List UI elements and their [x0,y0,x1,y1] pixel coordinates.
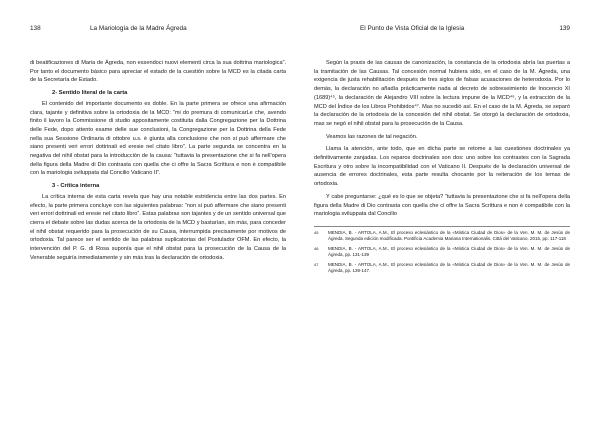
footnote-text: MENDIA, B. - ARTOLA, A.M., El proceso eclesiástico de la «Mística Ciudad de Dios» de la Ven. M. M. de Jesús de Ágreda, pp. 131-139 [328,245,570,258]
left-running-header [30,25,286,39]
right-paragraph-1: Según la praxis de las causas de canonización, la constancia de la ortodoxia abría las puertas a la tramitación de las Causas. Tal concesión normal hubiera sido, en el caso de la M. Ágreda, una exigencia de justa rehabilitación después de tres siglos de falsas acusaciones de heterodoxia. Por lo demás, la declaración no añadía prácticamente nada al decreto de sobreseimiento de Inocencio XI (1689)⁴⁵, la declaración de Alejandro VIII sobre la lectura impune de la MCD⁴⁶, y la extracción de la MCD del Índice de los Libros Prohibidos⁴⁷. Mas no sucedió así. En el caso de la M. Ágreda, se separó la declaración de la ortodoxia de la concesión del nihil obstat. Se otorgó la declaración de ortodoxia, mas se negó el nihil obstat para la prosecución de la Causa. [314,60,570,127]
right-paragraph-2: Veamos las razones de tal negación. [326,133,418,140]
footnote-number: 47 [314,261,319,267]
footnote-text: MENDIA, B. - ARTOLA, A.M., El proceso eclesiástico de la «Mística Ciudad de Dios» de la Ven. M. M. de Jesús de Ágreda, pp. 139-147. [328,261,570,274]
heading-critica-interna: 3 - Crítica interna [52,183,100,190]
footnote-45 [314,230,570,243]
footnote-47 [314,262,570,275]
left-paragraph-1: di beatificaziones di Maria de Ágreda, non essendoci nuovi elementi circa la sua dottrina mariologica”. Por tanto el documento básico para apreciar el estado de la cuestión sobre la MCD es la citada carta de la Secretaría de Estado. [30,60,286,84]
footnote-number: 46 [314,245,319,251]
right-running-title: El Punto de Vista Oficial de la Iglesia [360,25,465,32]
right-page [300,0,600,423]
left-paragraph-2: El contenido del importante documento es doble. En la parte primera se ofrece una afirmación clara, tajante y definitiva sobre la ortodoxia de la MCD: “mi do premura di comunicarLe che, avendo finito il lavoro la Commissione di studio appositamente costituita dalla Congregazione per la Dottrina delle Fede, dopo attento esame delle sue conclusioni, la Congregazione per la Dottrina della Fede nella sua Sessione Ordinaria di ottobre u.s. è giunta alla conclusione che non si può affermare che siano presenti veri errori dottrinali ed eresie nel citato libro”. La parte segunda se concentra en la negativa del nihil obstat para la introducción de la causa: “tuttavia la presentazione che si fa nell’opera della figura della Madre di Dio contrasta con quella che ci offre la Sacra Scrittura e non è compatibile con la mariologia sviluppata dal Concilio Vaticano II”. [30,100,286,177]
left-page-number: 138 [30,25,41,32]
right-running-header [314,25,570,39]
footnote-text: MENDIA, B. - ARTOLA, A.M., El proceso eclesiástico de la «Mística Ciudad de Dios» de la Ven. M. M. de Jesús de Ágreda. Segunda edición modificada. Pontificia Academia Mariana Internationalis. Città del Vaticano. 2015, pp. 117-118 [328,229,570,242]
right-body [314,59,570,219]
footnote-number: 45 [314,229,319,235]
left-running-title: La Mariología de la Madre Ágreda [90,25,187,32]
right-page-number: 139 [559,25,570,32]
heading-sentido-literal: 2- Sentido literal de la carta [52,90,128,97]
right-paragraph-3: Llama la atención, ante todo, que en dicha parte se retome a las cuestiones doctrinales ya definitivamente zanjadas. Los reparos doctrinales son dos: uno sobre los contrastes con la Sagrada Escritura y otro sobre la incompatibilidad con el Vaticano II. Después de la declaración universal de ausencia de errores doctrinales, esta parte resulta chocante por la reiteración de los temas de ortodoxia. [314,146,570,188]
footnote-46 [314,246,570,259]
left-paragraph-3: La crítica interna de esta carta revela que hay una notable estridencia entre las dos partes. En efecto, la parte primera concluye con las siguientes palabras: “non si può affermare che siano presenti veri errori dottrinali ed eresie nel citato libro”. Estas palabras son tajantes y de un sentido universal que cierra el debate sobre las dudas acerca de la ortodoxia de la MCD y bastarían, sin más, para conceder el nihil obstat requerido para la prosecución de su Causa, interrumpida precisamente por motivos de ortodoxia. Tal parece ser el sentido de las palabras suplicatorias del Postulador OFM. En efecto, la intervención del P. G. di Rosa suponía que el nihil obstat para la prosecución de la Causa de la Venerable seguiría inmediatamente y sin más tras la declaración de ortodoxia. [30,193,286,261]
right-paragraph-4: Y cabe preguntarse: ¿qué es lo que se objeta? “tuttavia la presentazione che si fa nell’opera della figura della Madre di Dio contrasta con quella che ci offre la Sacra Scrittura e non è compatibile con la mariologia sviluppata dal Concilio [314,193,570,218]
left-body [30,59,286,262]
footnotes [314,226,570,275]
